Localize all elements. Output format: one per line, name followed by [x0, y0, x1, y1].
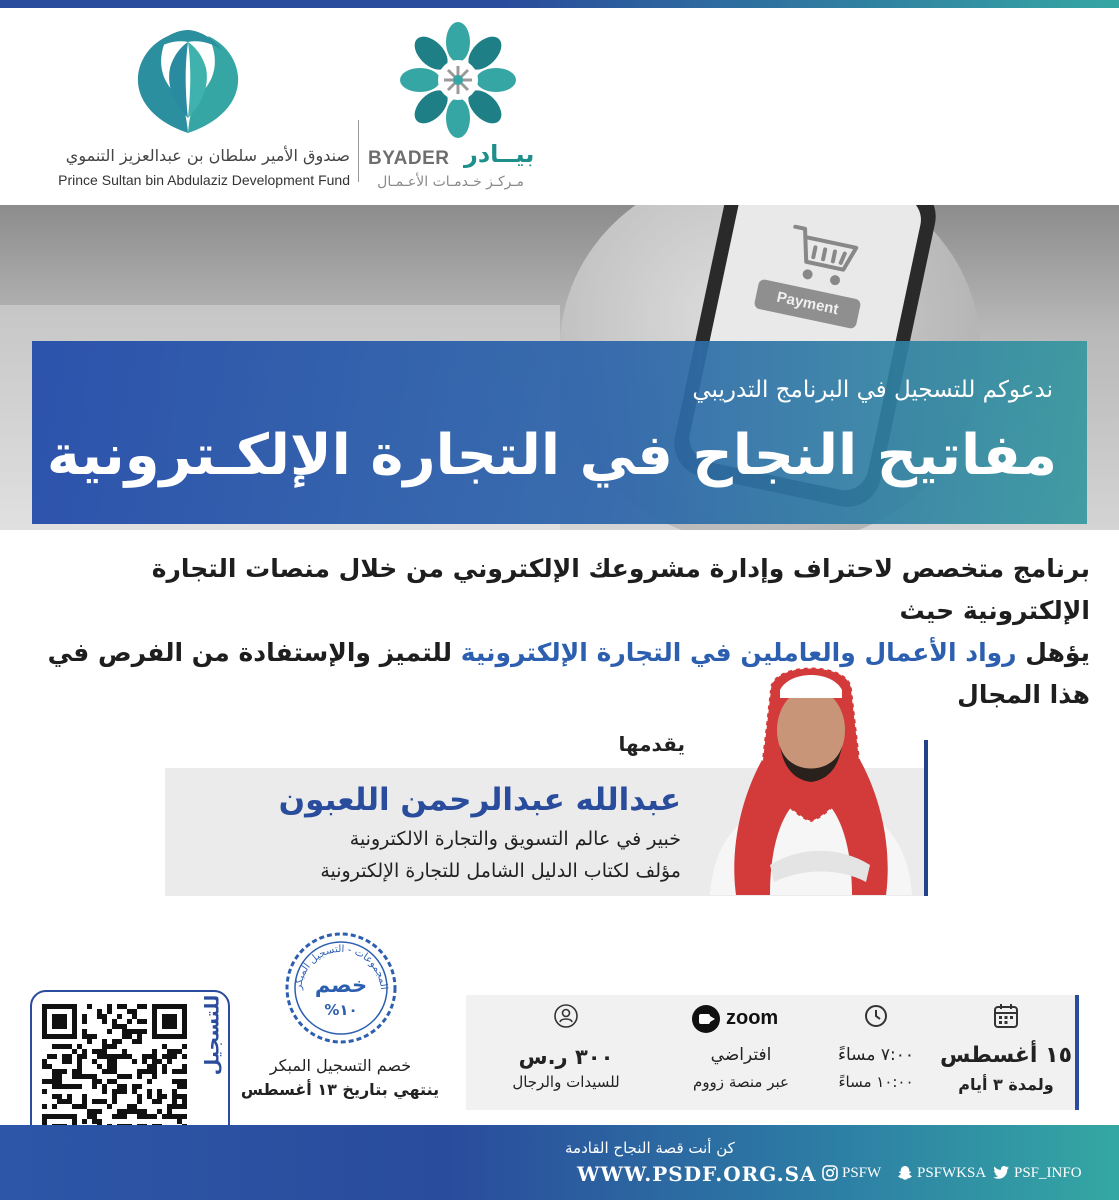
date-cell	[936, 995, 1076, 1110]
invite-text: ندعوكم للتسجيل في البرنامج التدريبي	[692, 377, 1053, 403]
footer-slogan: كن أنت قصة النجاح القادمة	[565, 1139, 735, 1157]
byader-name-arabic: بيــادر	[464, 140, 535, 168]
early-registration-label: خصم التسجيل المبكر	[269, 1056, 412, 1075]
instagram-label: PSFW	[842, 1165, 882, 1181]
details-accent-rule	[1075, 995, 1079, 1110]
footer	[0, 1125, 1119, 1200]
presenter-name: عبدالله عبدالرحمن اللعبون	[278, 782, 681, 818]
discount-stamp	[283, 930, 399, 1046]
description-line-1: برنامج متخصص لاحتراف وإدارة مشروعك الإلكتروني من خلال منصات التجارة الإلكترونية حيث	[151, 554, 1090, 625]
presenter-photo	[700, 650, 922, 895]
event-mode: افتراضي	[710, 1045, 772, 1065]
event-audience: للسيدات والرجال	[512, 1073, 620, 1091]
twitter-label: PSF_INFO	[1014, 1165, 1082, 1181]
twitter-handle[interactable]	[992, 1165, 1082, 1187]
register-label[interactable]	[198, 990, 228, 1080]
program-title: مفاتيح النجاح في التجارة الإلكـترونية	[46, 423, 1057, 488]
instagram-icon	[822, 1165, 838, 1181]
event-platform: عبر منصة زووم	[693, 1073, 789, 1091]
website-link[interactable]: WWW.PSDF.ORG.SA	[577, 1162, 817, 1186]
price-cell	[476, 995, 656, 1110]
byader-name-english: BYADER	[368, 148, 450, 169]
clock-icon	[863, 1003, 889, 1029]
shopping-cart-icon	[782, 220, 863, 293]
description-line-2	[30, 632, 1090, 716]
zoom-camera-icon	[692, 1005, 720, 1033]
logo-divider	[358, 120, 359, 182]
presented-by-label: يقدمها	[618, 732, 685, 756]
byader-logo	[368, 20, 535, 195]
person-icon	[553, 1003, 579, 1029]
hero-banner	[0, 205, 1119, 530]
psf-logo	[30, 28, 350, 198]
snapchat-icon	[897, 1165, 913, 1181]
snapchat-label: PSFWKSA	[917, 1165, 987, 1181]
presenter-accent-rule	[924, 740, 928, 896]
psf-name-english: Prince Sultan bin Abdulaziz Development Fund	[58, 172, 350, 188]
title-band	[32, 341, 1087, 524]
stamp-discount-word: خصم	[314, 973, 368, 997]
event-details	[466, 995, 1079, 1110]
description-highlight: رواد الأعمال والعاملين في التجارة الإلكترونية	[460, 638, 1017, 667]
presenter-role-2: مؤلف لكتاب الدليل الشامل للتجارة الإلكترونية	[320, 860, 681, 882]
psf-emblem-icon	[128, 28, 248, 138]
payment-button: Payment	[753, 278, 861, 329]
top-accent-strip	[0, 0, 1119, 8]
description-line-2-start: يؤهل	[1016, 638, 1090, 667]
mode-cell	[666, 995, 816, 1110]
stamp-discount-percent: ١٠%	[324, 1001, 358, 1019]
event-start-time: ٧:٠٠ مساءً	[838, 1045, 914, 1065]
event-duration: ولمدة ٣ أيام	[958, 1075, 1054, 1094]
byader-tagline: مـركـز خـدمـات الأعـمـال	[377, 174, 524, 190]
zoom-wordmark: zoom	[726, 1007, 779, 1029]
zoom-logo	[692, 1005, 792, 1035]
psf-name-arabic: صندوق الأمير سلطان بن عبدالعزيز التنموي	[65, 146, 350, 165]
description-line-2-end: للتميز والإستفادة من الفرص في هذا المجال	[47, 638, 1090, 709]
stamp-ring-text: المجموعات - التسجيل المبكر	[293, 943, 389, 991]
event-date: ١٥ أغسطس	[939, 1043, 1072, 1068]
calendar-icon	[993, 1003, 1019, 1029]
byader-emblem-icon	[398, 20, 518, 140]
time-cell	[816, 995, 936, 1110]
snapchat-handle[interactable]	[897, 1165, 986, 1187]
event-price: ٣٠٠ ر.س	[518, 1045, 614, 1069]
instagram-handle[interactable]	[822, 1165, 881, 1187]
register-label-text[interactable]: للتسجيل	[201, 994, 224, 1076]
presenter-role-1: خبير في عالم التسويق والتجارة الالكترونية	[349, 828, 681, 850]
early-registration-deadline: ينتهي بتاريخ ١٣ أغسطس	[240, 1080, 440, 1099]
program-description	[30, 548, 1090, 716]
twitter-icon	[992, 1165, 1010, 1181]
event-end-time: ١٠:٠٠ مساءً	[838, 1073, 914, 1091]
